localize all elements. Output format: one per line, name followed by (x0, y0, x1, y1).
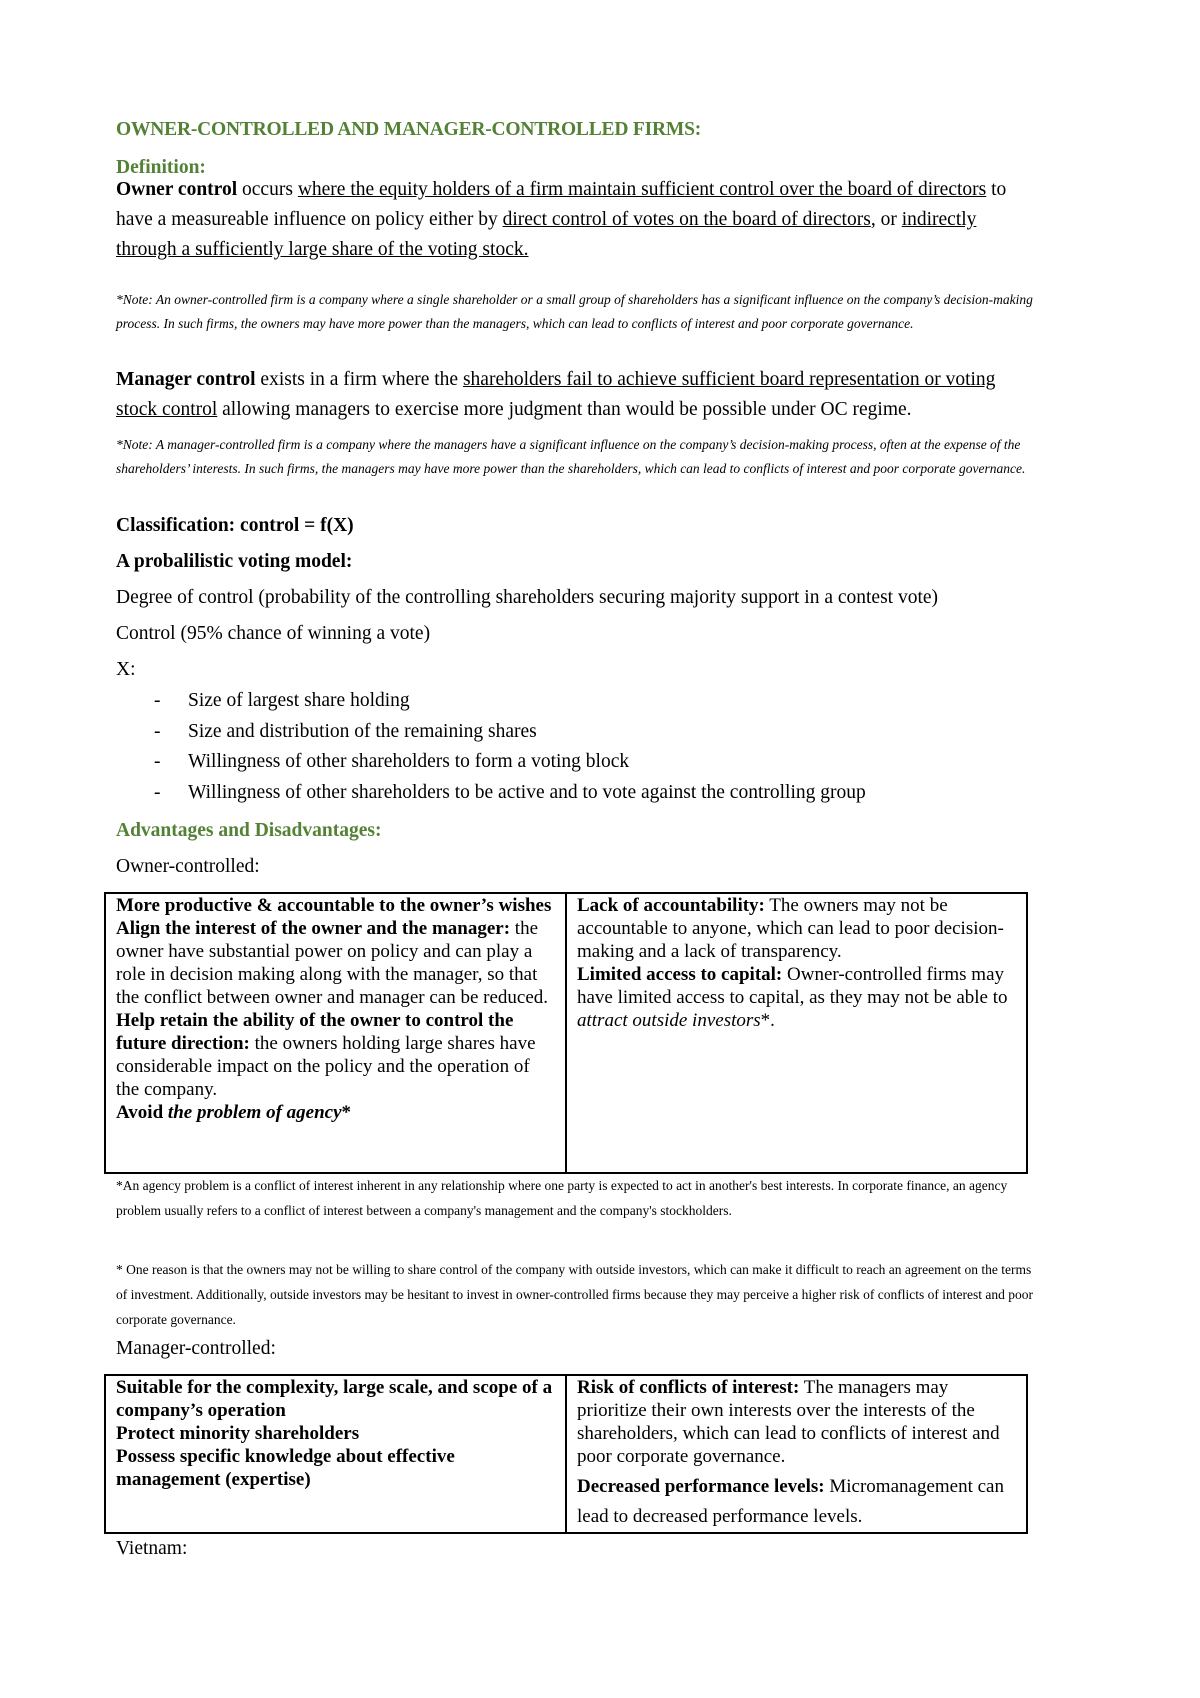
list-item: - Size of largest share holding (154, 690, 410, 711)
manager-control-note: *Note: A manager-controlled firm is a company where the managers have a significant influence on the company’s decision-making process, often at the expense of the shareholders’ interests. In such firms, the managers may have more power than the shareholders, which can lead to conflicts of interest and poor corporate governance. (116, 437, 1026, 476)
table-row (105, 1375, 1027, 1533)
owner-controlled-table (104, 892, 1028, 1174)
owner-control-note: *Note: An owner-controlled firm is a company where a single shareholder or a small group of shareholders has a significant influence on the company’s decision-making process. In such firms, the owners may have more power than the managers, which can lead to conflicts of interest and poor corporate governance. (116, 292, 1033, 331)
list-item: - Size and distribution of the remaining shares (154, 720, 537, 742)
list-item: - Willingness of other shareholders to be active and to vote against the controlling group (154, 781, 866, 803)
manager-controlled-table (104, 1374, 1028, 1534)
voting-model-heading: A probalilistic voting model: (116, 551, 353, 572)
outside-investors-note: * One reason is that the owners may not be willing to share control of the company with outside investors, which can make it difficult to reach an agreement on the terms of investment. Additionally, outside investors may be hesitant to invest in owner-controlled firms because they may perceive a higher risk of conflicts of interest and poor corporate governance. (116, 1262, 1033, 1327)
owner-control-term: Owner control (116, 179, 238, 200)
x-label: X: (116, 659, 136, 680)
manager-control-definition: Manager control exists in a firm where the shareholders fail to achieve sufficient board representation or voting stock control allowing managers to exercise more judgment than would be possible under OC regime. (116, 369, 996, 420)
page-title: OWNER-CONTROLLED AND MANAGER-CONTROLLED FIRMS: (116, 119, 702, 140)
advantages-heading: Advantages and Disadvantages: (116, 820, 382, 841)
x-factor-list (116, 690, 866, 812)
vietnam-label: Vietnam: (116, 1538, 188, 1559)
owner-control-definition: Owner control occurs where the equity holders of a firm maintain sufficient control over the board of directors to have a measureable influence on policy either by direct control of votes on the board of directors, or indirectly through a sufficiently large share of the voting stock. (116, 179, 1007, 260)
definition-heading: Definition: (116, 157, 206, 178)
mc-disadvantages-cell: Risk of conflicts of interest: The managers may prioritize their own interests over the interests of the shareholders, which can lead to conflicts of interest and poor corporate governance. Decreased performance levels: Micromanagement can lead to decreased performance levels. (566, 1375, 1027, 1533)
degree-of-control-text: Degree of control (probability of the controlling shareholders securing majority support in a contest vote) (116, 587, 939, 608)
manager-control-term: Manager control (116, 369, 256, 390)
oc-disadvantages-cell: Lack of accountability: The owners may not be accountable to anyone, which can lead to poor decision-making and a lack of transparency. Limited access to capital: Owner-controlled firms may have limited access to capital, as they may not be able to attract outside investors*. (566, 893, 1027, 1173)
classification-heading: Classification: control = f(X) (116, 515, 354, 536)
agency-problem-note: *An agency problem is a conflict of interest inherent in any relationship where one party is expected to act in another's best interests. In corporate finance, an agency problem usually refers to a conflict of interest between a company's management and the company's stockholders. (116, 1178, 1008, 1218)
control-line-text: Control (95% chance of winning a vote) (116, 623, 431, 644)
mc-advantages-cell: Suitable for the complexity, large scale, and scope of a company’s operation Protect minority shareholders Possess specific knowledge about effective management (expertise) (105, 1375, 566, 1533)
table-row (105, 893, 1027, 1173)
oc-advantages-cell: More productive & accountable to the owner’s wishes Align the interest of the owner and the manager: the owner have substantial power on policy and can play a role in decision making along with the manager, so that the conflict between owner and manager can be reduced. Help retain the ability of the owner to control the future direction: the owners holding large shares have considerable impact on the policy and the operation of the company. Avoid the problem of agency* (105, 893, 566, 1173)
manager-controlled-label: Manager-controlled: (116, 1338, 276, 1359)
list-item: - Willingness of other shareholders to form a voting block (154, 751, 630, 772)
owner-controlled-label: Owner-controlled: (116, 856, 260, 877)
